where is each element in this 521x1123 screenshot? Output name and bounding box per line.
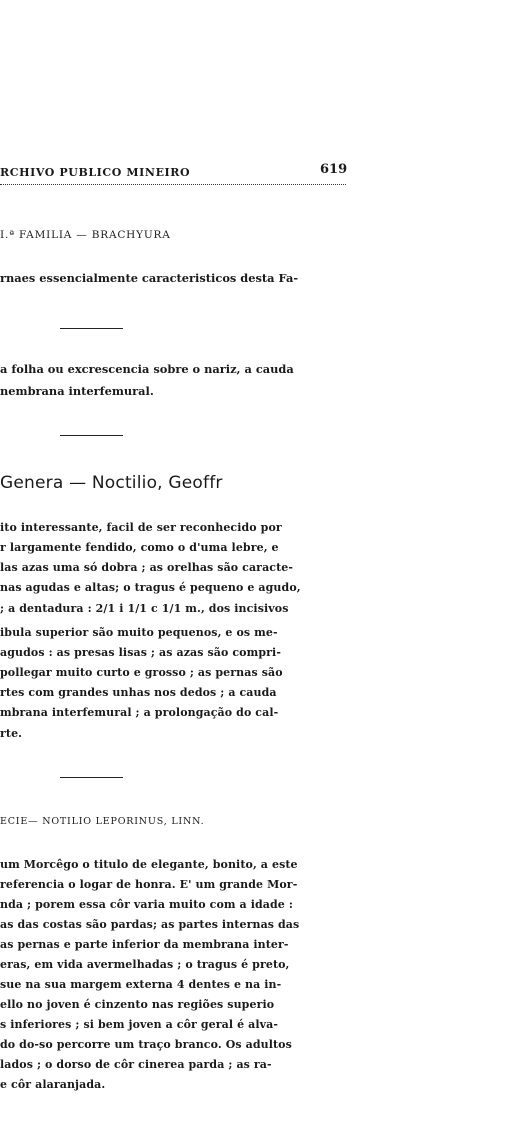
- body-line: ; a dentadura : 2/1 i 1/1 c 1/1 m., dos incisivos: [0, 602, 289, 615]
- body-line: rtes com grandes unhas nos dedos ; a cauda: [0, 686, 277, 699]
- body-line: ello no joven é cinzento nas regiões superio: [0, 998, 275, 1011]
- section-rule-3: [60, 777, 123, 778]
- body-line: ibula superior são muito pequenos, e os me-: [0, 626, 278, 639]
- body-line: agudos : as presas lisas ; as azas são compri-: [0, 646, 281, 659]
- genera-heading: Genera — Noctilio, Geoffr: [0, 473, 223, 493]
- section-rule-2: [60, 435, 123, 436]
- body-line: las azas uma só dobra ; as orelhas são caracte-: [0, 561, 294, 574]
- section-rule-1: [60, 328, 123, 329]
- body-line: lados ; o dorso de côr cinerea parda ; as ra-: [0, 1058, 272, 1071]
- body-line: e côr alaranjada.: [0, 1078, 106, 1091]
- body-line: referencia o logar de honra. E' um grande Mor-: [0, 878, 298, 891]
- body-line: rte.: [0, 727, 23, 740]
- body-line: nembrana interfemural.: [0, 384, 154, 398]
- body-line: as pernas e parte inferior da membrana inter-: [0, 938, 289, 951]
- body-line: eras, em vida avermelhadas ; o tragus é preto,: [0, 958, 290, 971]
- body-line: a folha ou excrescencia sobre o nariz, a cauda: [0, 362, 294, 376]
- intro-line: rnaes essencialmente caracteristicos desta Fa-: [0, 271, 299, 285]
- body-line: pollegar muito curto e grosso ; as pernas são: [0, 666, 283, 679]
- body-line: r largamente fendido, como o d'uma lebre, e: [0, 541, 279, 554]
- body-line: as das costas são pardas; as partes internas das: [0, 918, 300, 931]
- body-line: sue na sua margem externa 4 dentes e na in-: [0, 978, 282, 991]
- body-line: do do-so percorre um traço branco. Os adultos: [0, 1038, 292, 1051]
- body-line: nda ; porem essa côr varia muito com a idade :: [0, 898, 293, 911]
- body-line: ito interessante, facil de ser reconhecido por: [0, 521, 282, 534]
- body-line: um Morcêgo o titulo de elegante, bonito, a este: [0, 858, 298, 871]
- body-line: s inferiores ; si bem joven a côr geral é alva-: [0, 1018, 278, 1031]
- body-line: nas agudas e altas; o tragus é pequeno e agudo,: [0, 581, 301, 594]
- body-line: mbrana interfemural ; a prolongação do cal-: [0, 706, 279, 719]
- running-header-title: RCHIVO PUBLICO MINEIRO: [0, 166, 191, 179]
- header-rule: [0, 184, 346, 185]
- page-number: 619: [320, 162, 348, 177]
- family-heading: I.ª FAMILIA — BRACHYURA: [0, 229, 171, 241]
- species-heading: ECIE— NOTILIO LEPORINUS, LINN.: [0, 816, 205, 827]
